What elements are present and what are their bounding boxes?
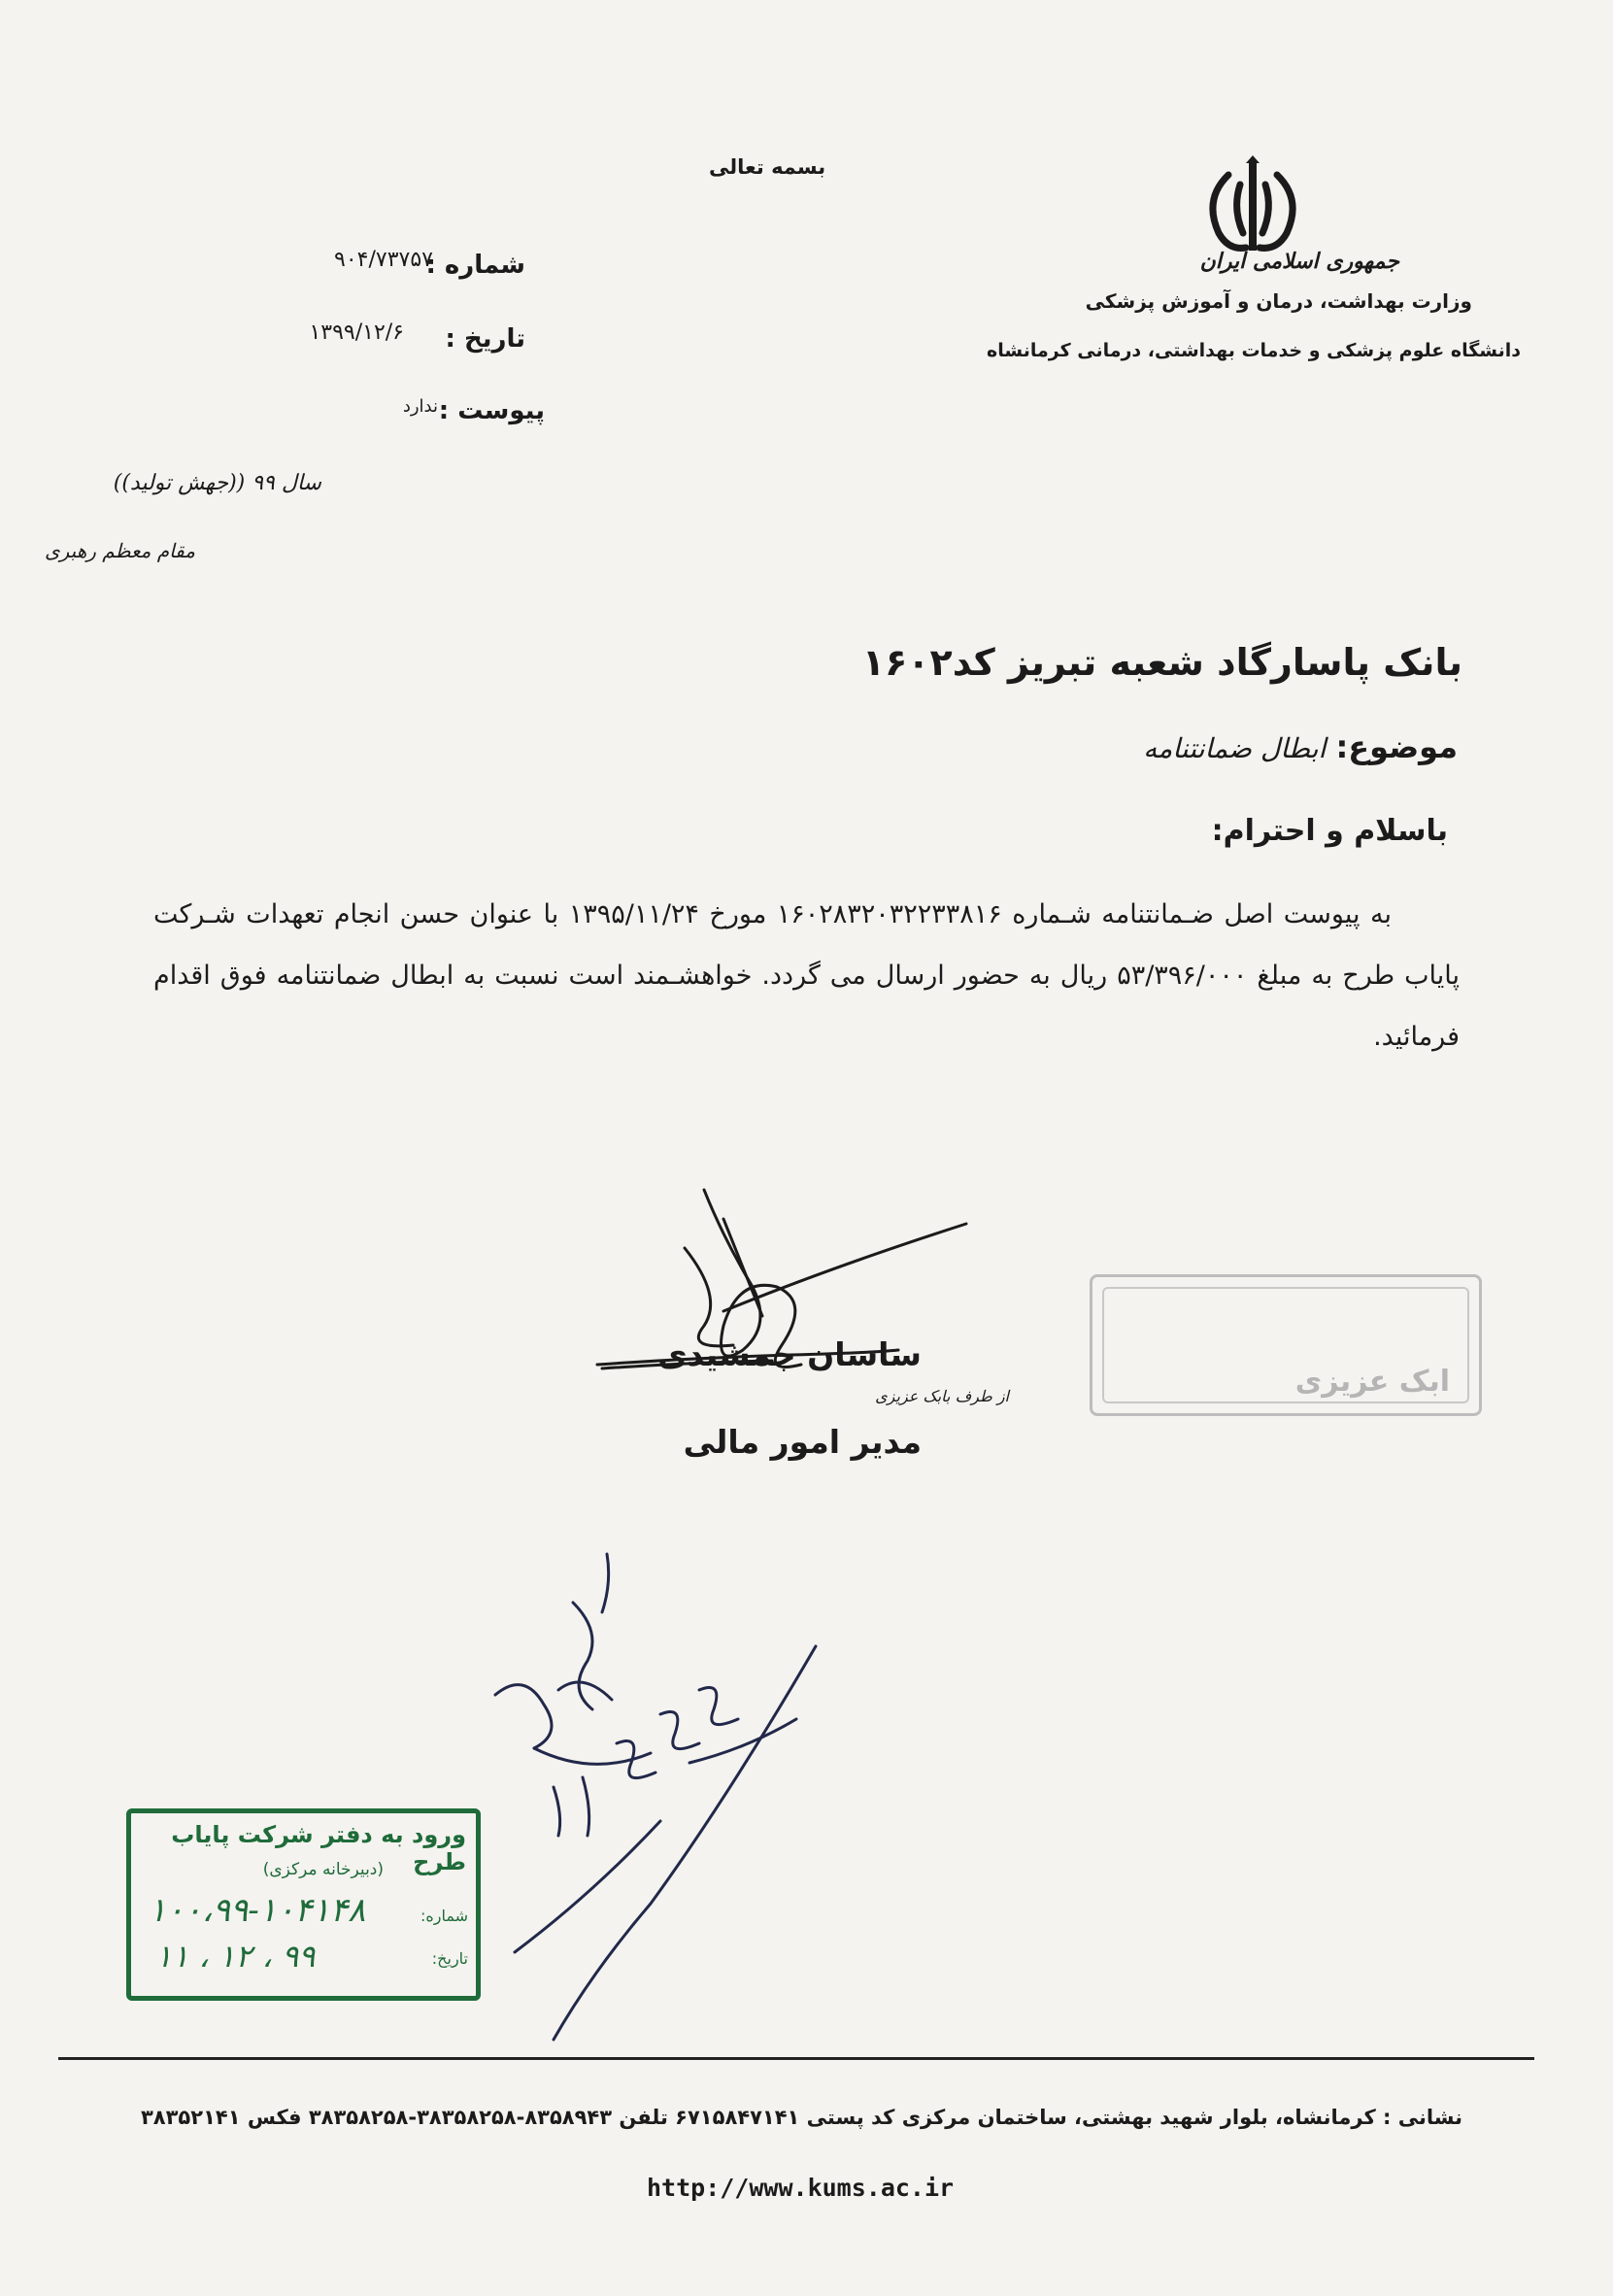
footer-website-link[interactable]: http://www.kums.ac.ir bbox=[647, 2174, 955, 2202]
receipt-number-label: شماره: bbox=[420, 1907, 468, 1925]
official-stamp bbox=[1090, 1274, 1482, 1416]
letterhead-ministry: وزارت بهداشت، درمان و آموزش پزشکی bbox=[1085, 289, 1472, 313]
official-stamp-text: ابک عزیزی bbox=[1294, 1365, 1450, 1399]
receipt-number-value: ۱۰۰،۹۹-۱۰۴۱۴۸ bbox=[149, 1891, 366, 1930]
handwritten-note-text: بایگانی ۱۱/۲/۹۹ bbox=[466, 1563, 480, 1565]
letterhead-university: دانشگاه علوم پزشکی و خدمات بهداشتی، درمانی کرمانشاه bbox=[987, 340, 1521, 361]
attachment-value: ندارد bbox=[402, 396, 438, 417]
greeting: باسلام و احترام: bbox=[1211, 814, 1448, 848]
handwritten-note bbox=[456, 1544, 874, 2044]
receipt-date-label: تاریخ: bbox=[431, 1949, 468, 1968]
footer-address: نشانی : کرمانشاه، بلوار شهید بهشتی، ساختمان مرکزی کد پستی ۶۷۱۵۸۴۷۱۴۱ تلفن ۸۳۵۸۹۴۳-۳۸۳۵۸۲۵۸-۳۸۳۵۸۲۵۸ فکس ۳۸۳۵۲۱۴۱ bbox=[140, 2106, 1462, 2129]
year-motto: سال ۹۹ ((جهش تولید)) bbox=[113, 471, 321, 495]
letterhead-republic: جمهوری اسلامی ایران bbox=[1199, 250, 1399, 274]
recipient: بانک پاسارگاد شعبه تبریز کد۱۶۰۲ bbox=[861, 641, 1462, 684]
date-value: ۱۳۹۹/۱۲/۶ bbox=[309, 321, 404, 345]
receipt-date-value: ۹۹ ، ۱۲ ، ۱۱ bbox=[155, 1938, 316, 1975]
receipt-stamp-title: ورود به دفتر شرکت پایاب طرح bbox=[171, 1821, 466, 1875]
number-value: ۹۰۴/۷۳۷۵۷ bbox=[334, 248, 433, 272]
subject-line bbox=[1143, 728, 1458, 765]
basmala: بسمه تعالی bbox=[709, 155, 826, 179]
letter-body-text: به پیوست اصل ضـمانتنامه شـماره ۱۶۰۲۸۳۲۰۳۲۲۳۳۸۱۶ مورخ ۱۳۹۵/۱۱/۲۴ با عنوان حسن انجام تعهدات شـرکت پایاب طرح به مبلغ ۵۳/۳۹۶/۰۰۰ ریال به حضور ارسال می گردد. خواهشـمند است نسبت به ابطال ضمانتنامه فوق اقدام فرمائید. bbox=[153, 899, 1460, 1052]
signatory-title: مدیر امور مالی bbox=[683, 1423, 922, 1461]
number-label: شماره : bbox=[425, 251, 525, 280]
attachment-label: پیوست : bbox=[438, 396, 545, 425]
signature-scribble bbox=[578, 1180, 1025, 1408]
subject-label: موضوع: bbox=[1335, 728, 1458, 765]
signatory-name: ساسان جمشیدی bbox=[657, 1335, 922, 1373]
receipt-stamp-subtitle: (دبیرخانه مرکزی) bbox=[262, 1860, 384, 1879]
date-label: تاریخ : bbox=[445, 324, 525, 354]
letter-body bbox=[153, 884, 1460, 1067]
year-motto-source: مقام معظم رهبری bbox=[44, 539, 195, 562]
footer-divider bbox=[58, 2057, 1534, 2060]
subject-value: ابطال ضمانتنامه bbox=[1143, 732, 1327, 764]
signatory-on-behalf: از طرف بابک عزیزی bbox=[875, 1387, 1009, 1405]
iran-emblem-icon bbox=[1190, 155, 1316, 262]
receipt-stamp bbox=[126, 1808, 481, 2001]
